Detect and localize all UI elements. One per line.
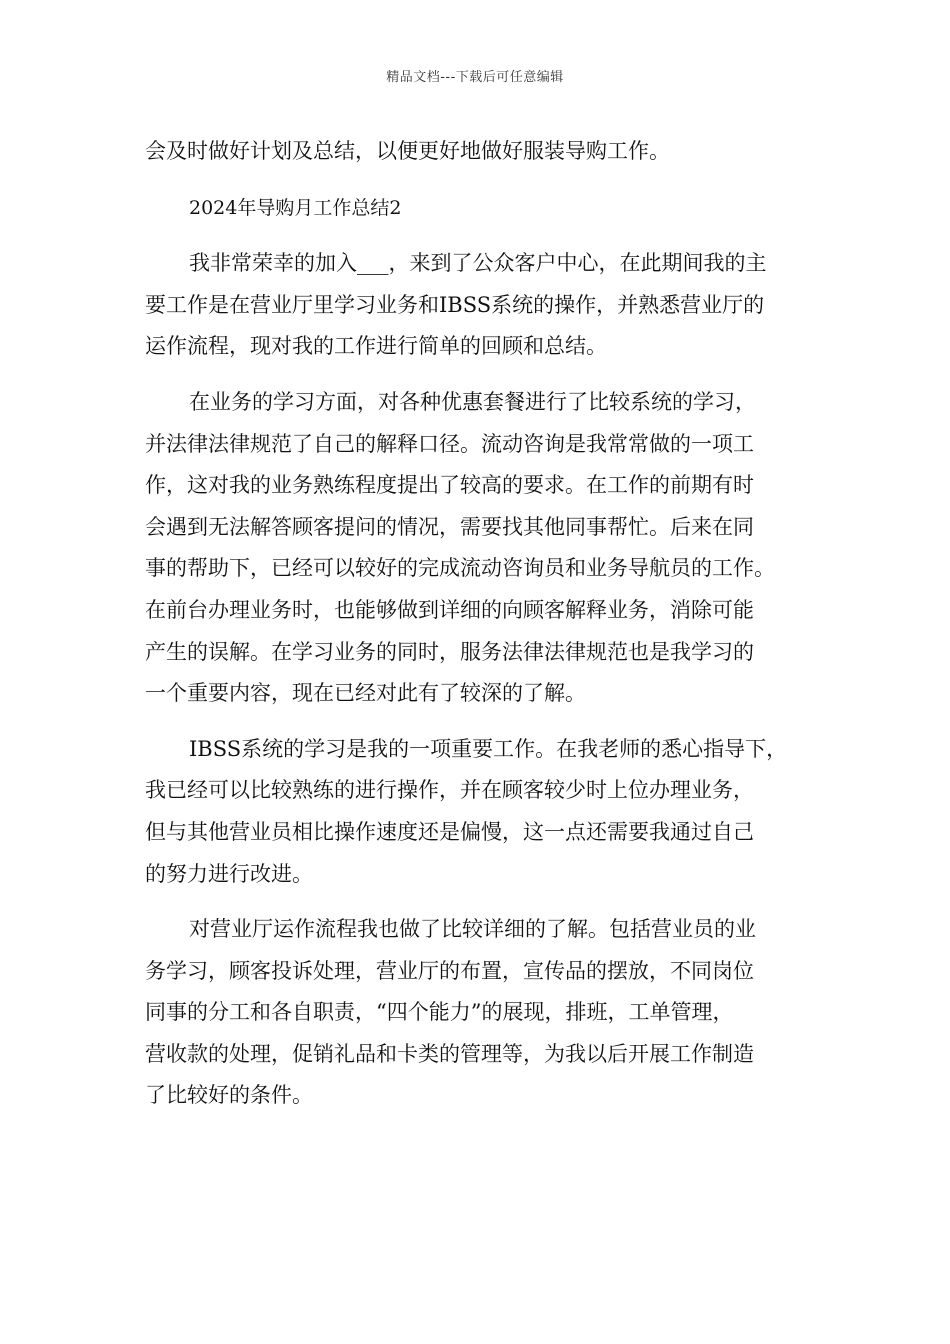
- paragraph-line: 并法律法律规范了自己的解释口径。流动咨询是我常常做的一项工: [145, 431, 754, 456]
- paragraph-line: 的努力进行改进。: [145, 861, 313, 886]
- paragraph-line: 在前台办理业务时，也能够做到详细的向顾客解释业务，消除可能: [145, 597, 754, 622]
- paragraph-line: 我已经可以比较熟练的进行操作，并在顾客较少时上位办理业务，: [145, 778, 754, 803]
- paragraph-line: 在业务的学习方面，对各种优惠套餐进行了比较系统的学习，: [189, 389, 756, 414]
- paragraph-line: 对营业厅运作流程我也做了比较详细的了解。包括营业员的业: [189, 917, 756, 942]
- paragraph-line: 营收款的处理，促销礼品和卡类的管理等，为我以后开展工作制造: [145, 1041, 754, 1066]
- section-title: 2024年导购月工作总结2: [189, 196, 402, 219]
- paragraph-line: 产生的误解。在学习业务的同时，服务法律法律规范也是我学习的: [145, 639, 754, 664]
- intro-line: 会及时做好计划及总结，以便更好地做好服装导购工作。: [145, 139, 670, 163]
- paragraph-4: [145, 909, 813, 1117]
- paragraph-line: 务学习，顾客投诉处理，营业厅的布置，宣传品的摆放，不同岗位: [145, 958, 754, 983]
- paragraph-line: 运作流程，现对我的工作进行简单的回顾和总结。: [145, 334, 607, 359]
- paragraph-line: 事的帮助下，已经可以较好的完成流动咨询员和业务导航员的工作。: [145, 556, 775, 581]
- paragraph-line: IBSS系统的学习是我的一项重要工作。在我老师的悉心指导下，: [189, 736, 788, 761]
- paragraph-line: 会遇到无法解答顾客提问的情况，需要找其他同事帮忙。后来在同: [145, 514, 754, 539]
- paragraph-line: 同事的分工和各自职责，“四个能力”的展现，排班，工单管理，: [145, 1000, 734, 1025]
- paragraph-line: 作，这对我的业务熟练程度提出了较高的要求。在工作的前期有时: [145, 473, 754, 498]
- paragraph-1: [145, 243, 813, 368]
- paragraph-line: 一个重要内容，现在已经对此有了较深的了解。: [145, 681, 586, 706]
- paragraph-line: 但与其他营业员相比操作速度还是偏慢，这一点还需要我通过自己: [145, 819, 754, 844]
- paragraph-line: 要工作是在营业厅里学习业务和IBSS系统的操作，并熟悉营业厅的: [145, 292, 765, 317]
- document-body: [145, 131, 813, 1117]
- paragraph-3: [145, 729, 813, 895]
- paragraph-line: 我非常荣幸的加入___，来到了公众客户中心，在此期间我的主: [189, 251, 767, 276]
- page-header: 精品文档---下载后可任意编辑: [386, 70, 564, 85]
- paragraph-2: [145, 382, 813, 715]
- paragraph-line: 了比较好的条件。: [145, 1083, 313, 1108]
